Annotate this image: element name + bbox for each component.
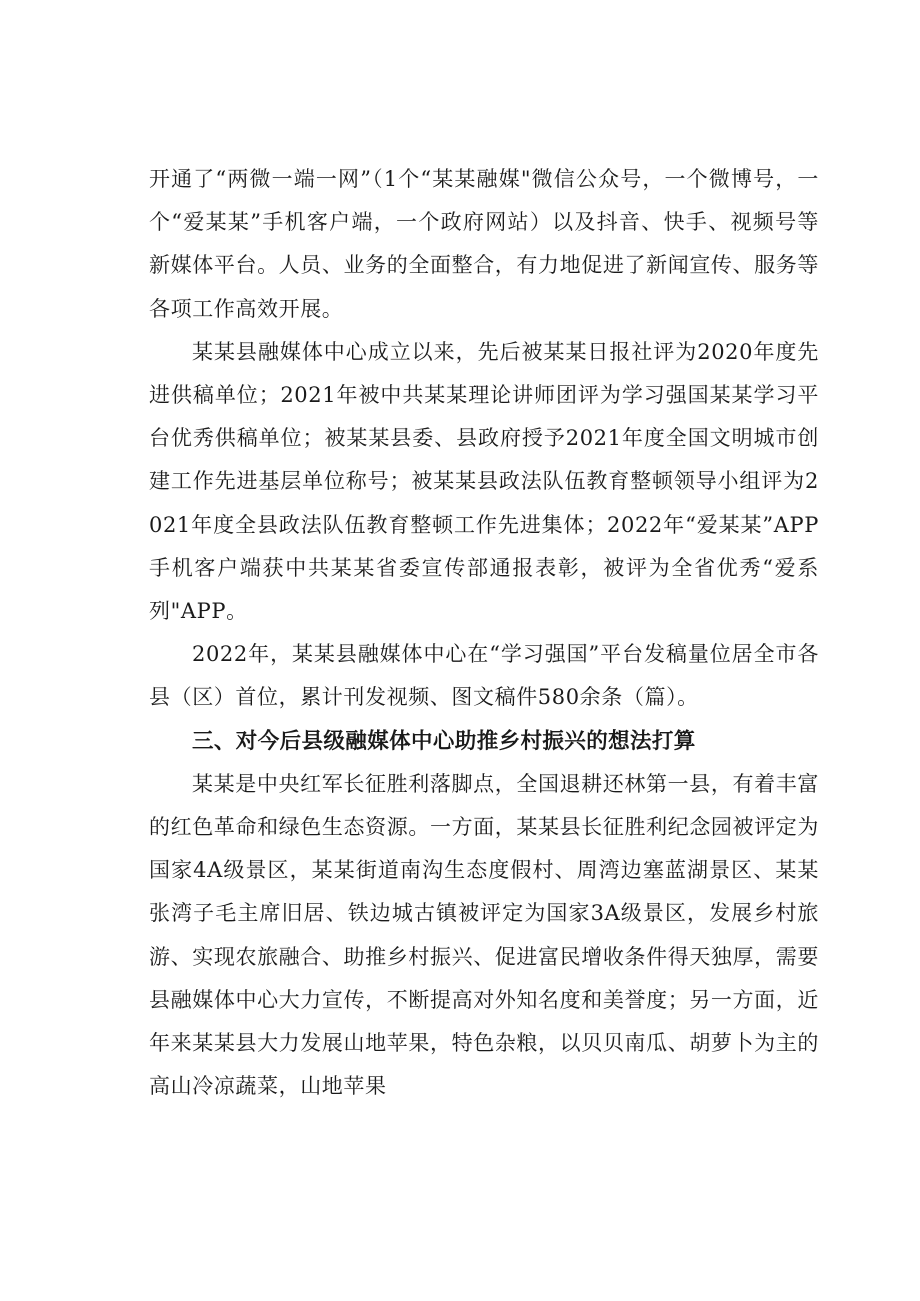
section-heading: 三、对今后县级融媒体中心助推乡村振兴的想法打算 [192, 728, 696, 754]
paragraph-2022-output: 2022年，某某县融媒体中心在“学习强国”平台发稿量位居全市各县（区）首位，累计刊发视频、图文稿件580余条（篇）。 [149, 642, 819, 710]
paragraph-awards: 某某县融媒体中心成立以来，先后被某某日报社评为2020年度先进供稿单位；2021年被中共某某理论讲师团评为学习强国某某学习平台优秀供稿单位；被某某县委、县政府授予2021年度全国文明城市创建工作先进基层单位称号；被某某县政法队伍教育整顿领导小组评为2021年度全县政法队伍教育整顿工作先进集体；2022年“爱某某”APP手机客户端获中共某某省委宣传部通报表彰，被评为全省优秀“爱系列"APP。 [149, 339, 819, 624]
document-page [149, 158, 819, 1108]
paragraph-media-platforms: 开通了“两微一端一网”（1个“某某融媒"微信公众号，一个微博号，一个“爱某某”手机客户端，一个政府网站）以及抖音、快手、视频号等新媒体平台。人员、业务的全面整合，有力地促进了新闻宣传、服务等各项工作高效开展。 [149, 167, 819, 321]
paragraph-resources: 某某是中央红军长征胜利落脚点，全国退耕还林第一县，有着丰富的红色革命和绿色生态资源。一方面，某某县长征胜利纪念园被评定为国家4A级景区，某某街道南沟生态度假村、周湾边塞蓝湖景区、某某张湾子毛主席旧居、铁边城古镇被评定为国家3A级景区，发展乡村旅游、实现农旅融合、助推乡村振兴、促进富民增收条件得天独厚，需要县融媒体中心大力宣传，不断提高对外知名度和美誉度；另一方面，近年来某某县大力发展山地苹果，特色杂粮，以贝贝南瓜、胡萝卜为主的高山冷凉蔬菜，山地苹果 [149, 771, 819, 1099]
